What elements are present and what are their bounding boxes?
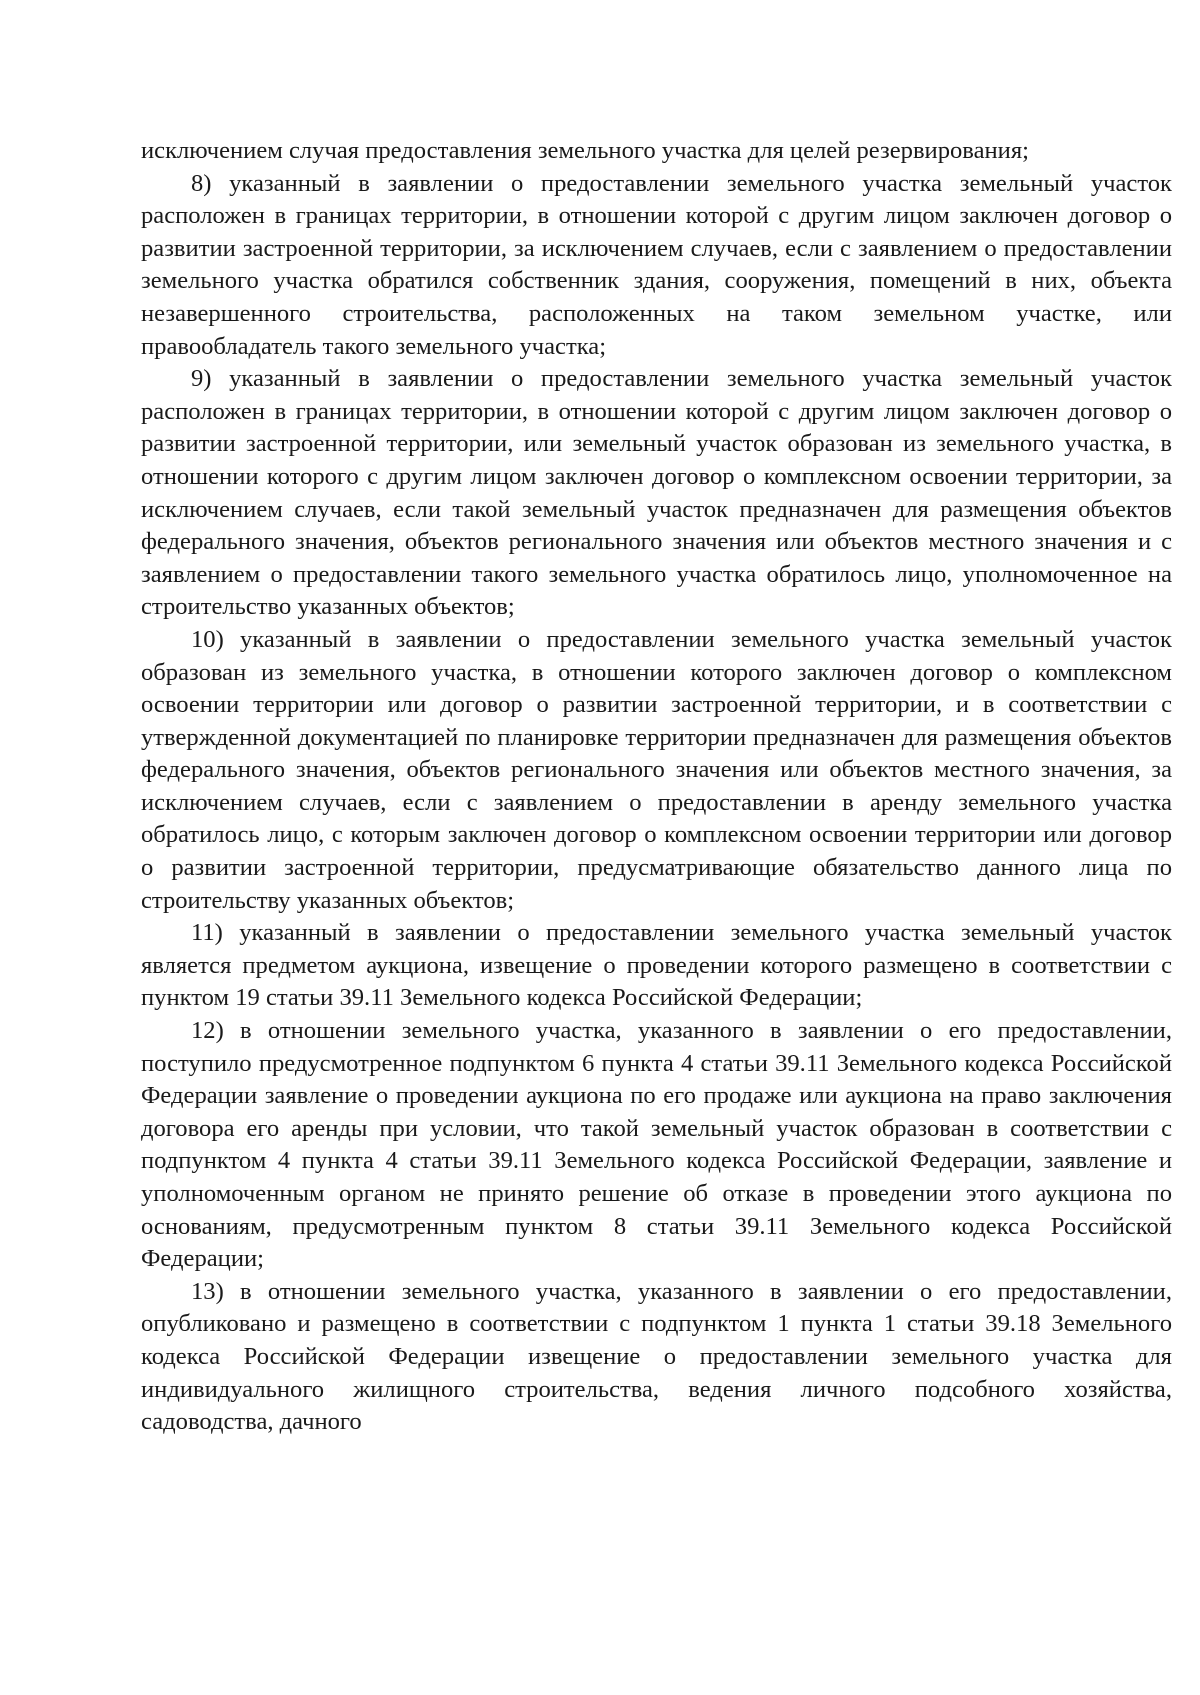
document-body <box>141 135 1172 1439</box>
list-item-8: 8) указанный в заявлении о предоставлении земельного участка земельный участок расположен в границах территории, в отношении которой с другим лицом заключен договор о развитии застроенной территории, за исключением случаев, если с заявлением о предоставлении земельного участка обратился собственник здания, сооружения, помещений в них, объекта незавершенного строительства, расположенных на таком земельном участке, или правообладатель такого земельного участка; <box>141 169 1172 360</box>
list-item-10: 10) указанный в заявлении о предоставлении земельного участка земельный участок образован из земельного участка, в отношении которого заключен договор о комплексном освоении территории или договор о развитии застроенной территории, и в соответствии с утвержденной документацией по планировке территории предназначен для размещения объектов федерального значения, объектов регионального значения или объектов местного значения, за исключением случаев, если с заявлением о предоставлении в аренду земельного участка обратилось лицо, с которым заключен договор о комплексном освоении территории или договор о развитии застроенной территории, предусматривающие обязательство данного лица по строительству указанных объектов; <box>141 625 1172 914</box>
list-item-11: 11) указанный в заявлении о предоставлении земельного участка земельный участок является предметом аукциона, извещение о проведении которого размещено в соответствии с пунктом 19 статьи 39.11 Земельного кодекса Российской Федерации; <box>141 919 1172 1012</box>
list-item-13: 13) в отношении земельного участка, указанного в заявлении о его предоставлении, опубликовано и размещено в соответствии с подпунктом 1 пункта 1 статьи 39.18 Земельного кодекса Российской Федерации извещение о предоставлении земельного участка для индивидуального жилищного строительства, ведения личного подсобного хозяйства, садоводства, дачного <box>141 1277 1172 1436</box>
continuation-paragraph: исключением случая предоставления земельного участка для целей резервирования; <box>141 137 1029 164</box>
list-item-9: 9) указанный в заявлении о предоставлении земельного участка земельный участок расположен в границах территории, в отношении которой с другим лицом заключен договор о развитии застроенной территории, или земельный участок образован из земельного участка, в отношении которого с другим лицом заключен договор о комплексном освоении территории, за исключением случаев, если такой земельный участок предназначен для размещения объектов федерального значения, объектов регионального значения или объектов местного значения и с заявлением о предоставлении такого земельного участка обратилось лицо, уполномоченное на строительство указанных объектов; <box>141 365 1172 621</box>
list-item-12: 12) в отношении земельного участка, указанного в заявлении о его предоставлении, поступило предусмотренное подпунктом 6 пункта 4 статьи 39.11 Земельного кодекса Российской Федерации заявление о проведении аукциона по его продаже или аукциона на право заключения договора его аренды при условии, что такой земельный участок образован в соответствии с подпунктом 4 пункта 4 статьи 39.11 Земельного кодекса Российской Федерации, заявление и уполномоченным органом не принято решение об отказе в проведении этого аукциона по основаниям, предусмотренным пунктом 8 статьи 39.11 Земельного кодекса Российской Федерации; <box>141 1017 1172 1273</box>
